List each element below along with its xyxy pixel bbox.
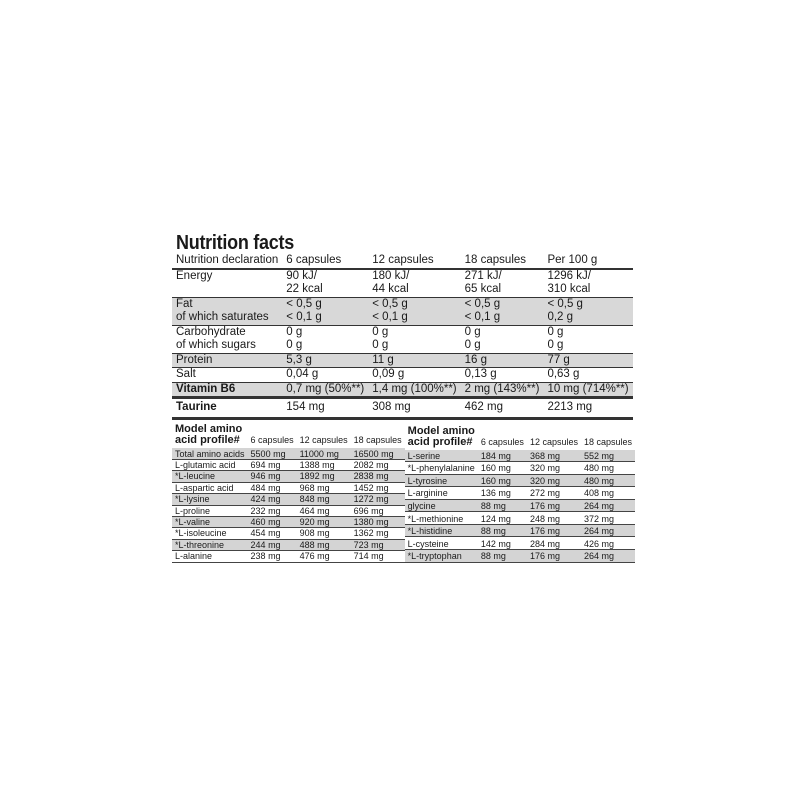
row-carbohydrate [172, 325, 633, 353]
amino-acid-amount: 238 mg [248, 551, 297, 562]
amino-row [172, 448, 405, 460]
amino-row [172, 459, 405, 470]
amino-acid-amount: 244 mg [248, 539, 297, 550]
amino-acid-amount: 176 mg [527, 524, 581, 537]
amino-acid-amount: 454 mg [248, 528, 297, 539]
amino-acid-name: L-cysteine [405, 537, 478, 550]
amino-acid-amount: 848 mg [297, 494, 351, 505]
amino-acid-amount: 694 mg [248, 459, 297, 470]
amino-acid-amount: 160 mg [478, 462, 527, 475]
row-energy [172, 269, 633, 298]
amino-acid-amount: 480 mg [581, 462, 635, 475]
amino-acid-amount: 176 mg [527, 499, 581, 512]
amino-row [172, 516, 405, 527]
amino-acid-amount: 284 mg [527, 537, 581, 550]
amino-acid-amount: 320 mg [527, 474, 581, 487]
amino-acid-amount: 552 mg [581, 450, 635, 462]
row-value: 11 g [368, 353, 460, 368]
amino-acid-amount: 248 mg [527, 512, 581, 525]
amino-table-right [405, 424, 635, 563]
amino-acid-name: L-alanine [172, 551, 248, 562]
row-value: 1,4 mg (100%**) [368, 382, 460, 398]
amino-acid-name: L-arginine [405, 487, 478, 500]
amino-acid-name: L-tyrosine [405, 474, 478, 487]
row-value: 1296 kJ/ 310 kcal [543, 269, 632, 298]
amino-acid-amount: 1388 mg [297, 459, 351, 470]
amino-row [172, 482, 405, 493]
amino-acid-name: L-glutamic acid [172, 459, 248, 470]
amino-row [405, 450, 635, 462]
amino-acid-name: L-aspartic acid [172, 482, 248, 493]
col-header-18-capsules: 18 capsules [461, 254, 544, 269]
nutrition-title: Nutrition facts [176, 232, 294, 254]
amino-col-18-capsules: 18 capsules [353, 435, 402, 446]
amino-acid-amount: 2838 mg [351, 471, 405, 482]
amino-acid-amount: 408 mg [581, 487, 635, 500]
amino-acid-section [172, 422, 633, 563]
amino-col-12-capsules: 12 capsules [529, 437, 578, 448]
amino-acid-amount: 476 mg [297, 551, 351, 562]
amino-row [405, 549, 635, 562]
amino-acid-amount: 264 mg [581, 549, 635, 562]
amino-acid-amount: 368 mg [527, 450, 581, 462]
amino-acid-name: *L-isoleucine [172, 528, 248, 539]
amino-acid-amount: 372 mg [581, 512, 635, 525]
amino-col-6-capsules: 6 capsules [480, 437, 524, 448]
amino-header-row [405, 424, 635, 450]
row-value: 10 mg (714%**) [543, 382, 632, 398]
amino-acid-name: *L-lysine [172, 494, 248, 505]
amino-heading: Model amino acid profile# [175, 422, 243, 446]
amino-row [172, 505, 405, 516]
amino-acid-amount: 124 mg [478, 512, 527, 525]
amino-row [405, 487, 635, 500]
row-value: 308 mg [368, 398, 460, 419]
row-value: 271 kJ/ 65 kcal [461, 269, 544, 298]
row-taurine [172, 398, 633, 419]
amino-acid-amount: 480 mg [581, 474, 635, 487]
row-value: 90 kJ/ 22 kcal [282, 269, 368, 298]
nutrition-table [172, 254, 633, 420]
amino-acid-amount: 714 mg [351, 551, 405, 562]
amino-row [405, 474, 635, 487]
amino-row [172, 528, 405, 539]
row-label: Fat of which saturates [172, 297, 282, 325]
amino-acid-amount: 184 mg [478, 450, 527, 462]
amino-acid-name: *L-phenylalanine [405, 462, 478, 475]
amino-acid-amount: 11000 mg [297, 448, 351, 460]
col-header-declaration: Nutrition declaration [172, 254, 282, 269]
row-value: 0,7 mg (50%**) [282, 382, 368, 398]
amino-acid-amount: 464 mg [297, 505, 351, 516]
amino-acid-amount: 320 mg [527, 462, 581, 475]
amino-row [405, 512, 635, 525]
amino-col-6-capsules: 6 capsules [250, 435, 294, 446]
row-value: 0,09 g [368, 368, 460, 383]
amino-acid-name: *L-histidine [405, 524, 478, 537]
amino-acid-amount: 2082 mg [351, 459, 405, 470]
amino-acid-amount: 920 mg [297, 516, 351, 527]
amino-acid-amount: 176 mg [527, 549, 581, 562]
row-value: < 0,5 g < 0,1 g [461, 297, 544, 325]
row-value: 154 mg [282, 398, 368, 419]
amino-acid-amount: 424 mg [248, 494, 297, 505]
row-value: 2 mg (143%**) [461, 382, 544, 398]
amino-acid-amount: 1452 mg [351, 482, 405, 493]
row-label: Salt [172, 368, 282, 383]
amino-row [172, 551, 405, 562]
row-value: 0 g 0 g [461, 325, 544, 353]
amino-acid-amount: 908 mg [297, 528, 351, 539]
col-header-6-capsules: 6 capsules [282, 254, 368, 269]
col-header-12-capsules: 12 capsules [368, 254, 460, 269]
amino-acid-amount: 484 mg [248, 482, 297, 493]
amino-acid-amount: 426 mg [581, 537, 635, 550]
amino-acid-name: glycine [405, 499, 478, 512]
row-value: 77 g [543, 353, 632, 368]
amino-acid-amount: 88 mg [478, 524, 527, 537]
row-value: 0 g 0 g [368, 325, 460, 353]
amino-acid-amount: 723 mg [351, 539, 405, 550]
row-value: 16 g [461, 353, 544, 368]
amino-col-12-capsules: 12 capsules [299, 435, 348, 446]
amino-acid-amount: 946 mg [248, 471, 297, 482]
nutrition-label [172, 232, 633, 563]
amino-acid-name: *L-tryptophan [405, 549, 478, 562]
row-value: 0 g 0 g [543, 325, 632, 353]
amino-acid-amount: 968 mg [297, 482, 351, 493]
amino-acid-amount: 696 mg [351, 505, 405, 516]
row-value: 5,3 g [282, 353, 368, 368]
row-value: 462 mg [461, 398, 544, 419]
row-label: Carbohydrate of which sugars [172, 325, 282, 353]
amino-acid-amount: 16500 mg [351, 448, 405, 460]
amino-acid-amount: 88 mg [478, 499, 527, 512]
row-value: 2213 mg [543, 398, 632, 419]
amino-acid-amount: 460 mg [248, 516, 297, 527]
row-vitamin-b6 [172, 382, 633, 398]
amino-acid-name: *L-valine [172, 516, 248, 527]
row-label: Protein [172, 353, 282, 368]
row-value: < 0,5 g 0,2 g [543, 297, 632, 325]
amino-acid-name: *L-threonine [172, 539, 248, 550]
amino-acid-name: Total amino acids [172, 448, 248, 460]
col-header-per-100g: Per 100 g [543, 254, 632, 269]
amino-acid-amount: 160 mg [478, 474, 527, 487]
amino-acid-name: L-serine [405, 450, 478, 462]
row-value: 0,13 g [461, 368, 544, 383]
amino-heading: Model amino acid profile# [407, 424, 475, 448]
row-value: 0,04 g [282, 368, 368, 383]
amino-table-left [172, 424, 405, 563]
amino-acid-amount: 1362 mg [351, 528, 405, 539]
row-value: 0,63 g [543, 368, 632, 383]
row-label: Vitamin B6 [172, 382, 282, 398]
row-label: Energy [172, 269, 282, 298]
row-value: 0 g 0 g [282, 325, 368, 353]
amino-col-18-capsules: 18 capsules [583, 437, 633, 448]
amino-acid-name: *L-leucine [172, 471, 248, 482]
amino-acid-amount: 232 mg [248, 505, 297, 516]
amino-row [405, 537, 635, 550]
row-protein [172, 353, 633, 368]
amino-acid-amount: 88 mg [478, 549, 527, 562]
amino-acid-amount: 264 mg [581, 524, 635, 537]
amino-row [172, 471, 405, 482]
row-label: Taurine [172, 398, 282, 419]
row-value: < 0,5 g < 0,1 g [368, 297, 460, 325]
amino-acid-amount: 264 mg [581, 499, 635, 512]
amino-row [405, 462, 635, 475]
amino-acid-name: L-proline [172, 505, 248, 516]
amino-acid-amount: 5500 mg [248, 448, 297, 460]
amino-acid-amount: 272 mg [527, 487, 581, 500]
row-value: < 0,5 g < 0,1 g [282, 297, 368, 325]
row-value: 180 kJ/ 44 kcal [368, 269, 460, 298]
amino-acid-amount: 1892 mg [297, 471, 351, 482]
row-salt [172, 368, 633, 383]
amino-acid-amount: 1272 mg [351, 494, 405, 505]
amino-row [172, 539, 405, 550]
row-fat [172, 297, 633, 325]
amino-acid-amount: 136 mg [478, 487, 527, 500]
amino-row [405, 524, 635, 537]
amino-header-row [172, 424, 405, 448]
amino-acid-amount: 142 mg [478, 537, 527, 550]
amino-row [172, 494, 405, 505]
amino-row [405, 499, 635, 512]
amino-acid-name: *L-methionine [405, 512, 478, 525]
amino-acid-amount: 1380 mg [351, 516, 405, 527]
nutrition-header-row [172, 254, 633, 269]
amino-acid-amount: 488 mg [297, 539, 351, 550]
